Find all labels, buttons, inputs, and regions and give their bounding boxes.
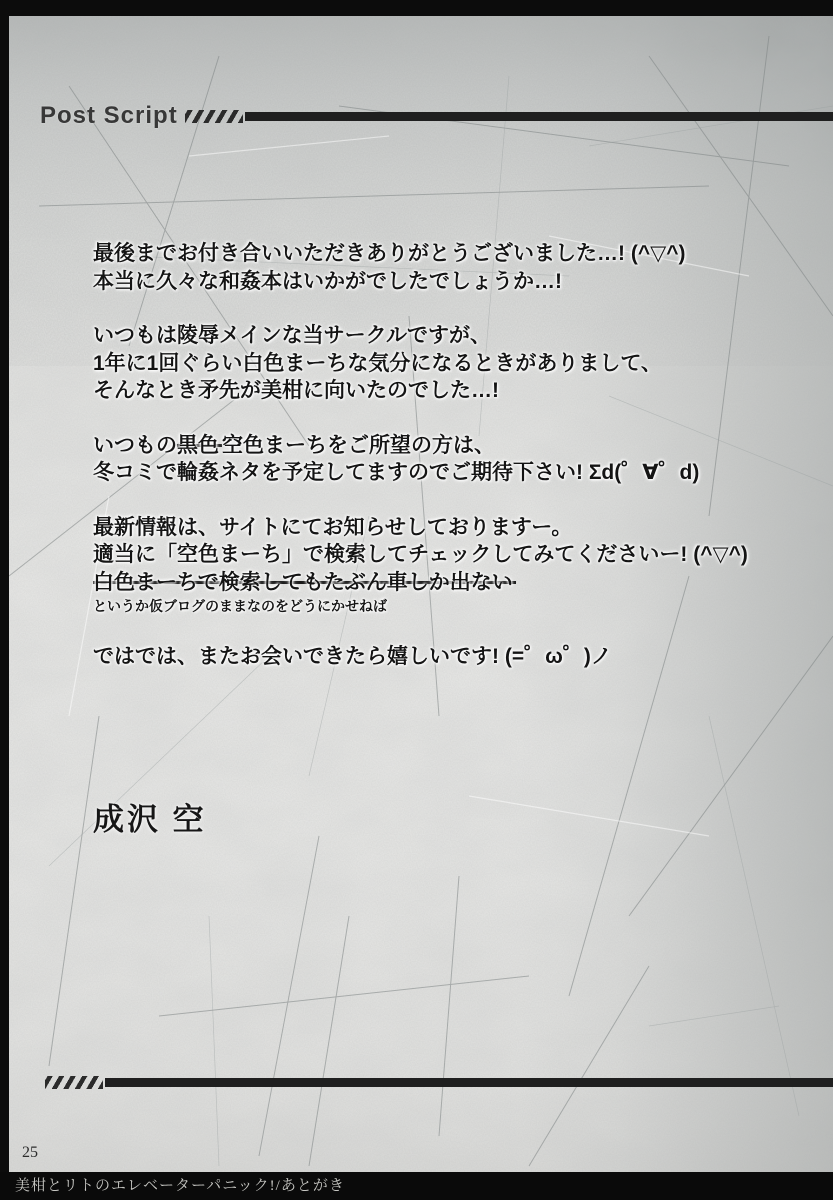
paragraph-thanks (93, 240, 753, 295)
header-rule-bar (245, 112, 833, 121)
footer-rule-bar (105, 1078, 833, 1087)
text-segment: いつもの (93, 433, 177, 457)
top-border-bar (0, 0, 833, 16)
text-segment: 空色まーちをご所望の方は、 (222, 433, 495, 457)
postscript-header (40, 102, 833, 130)
author-signature: 成沢 空 (93, 802, 207, 837)
paragraph-circle (93, 322, 753, 405)
text-line: いつもは陵辱メインな当サークルですが、 (93, 324, 491, 347)
slash-stripes-icon (45, 1076, 103, 1089)
paragraph-winter-comiket (93, 432, 753, 487)
text-line: 1年に1回ぐらい白色まーちな気分になるときがありまして、 (93, 351, 662, 375)
struck-text-line: 白色まーちで検索してもたぶん車しか出ない (93, 571, 516, 594)
text-line: ではでは、またお会いできたら嬉しいです! (=゜ω゜)ノ (93, 645, 612, 668)
afterword-text (93, 240, 753, 698)
text-line: 冬コミで輪姦ネタを予定してますのでご期待下さい! Σd(゜∀゜d) (93, 461, 700, 484)
paragraph-farewell (93, 643, 753, 671)
scanned-page-background (9, 16, 833, 1172)
footer-caption: 美柑とリトのエレベーターパニック!/あとがき (15, 1178, 345, 1194)
text-line: というか仮ブログのままなのをどうにかせねば (93, 598, 387, 614)
struck-text: 黒色 (177, 434, 222, 457)
bottom-title-bar (0, 1172, 833, 1200)
text-line: 最後までお付き合いいただきありがとうございました…! (^▽^) (93, 242, 686, 265)
page-number: 25 (22, 1144, 38, 1161)
text-line: 最新情報は、サイトにてお知らせしておりますー。 (93, 515, 573, 539)
postscript-title: Post Script (40, 102, 178, 129)
paragraph-small-note (93, 596, 753, 616)
slash-stripes-icon (185, 110, 243, 123)
text-line: そんなとき矛先が美柑に向いたのでした…! (93, 379, 499, 402)
text-line: 本当に久々な和姦本はいかがでしたでしょうか…! (93, 269, 562, 293)
paragraph-site-info (93, 514, 753, 597)
text-line (93, 434, 495, 457)
footer-rule (45, 1076, 833, 1089)
left-border-bar (0, 0, 9, 1200)
text-line: 適当に「空色まーち」で検索してチェックしてみてくださいー! (^▽^) (93, 543, 748, 566)
